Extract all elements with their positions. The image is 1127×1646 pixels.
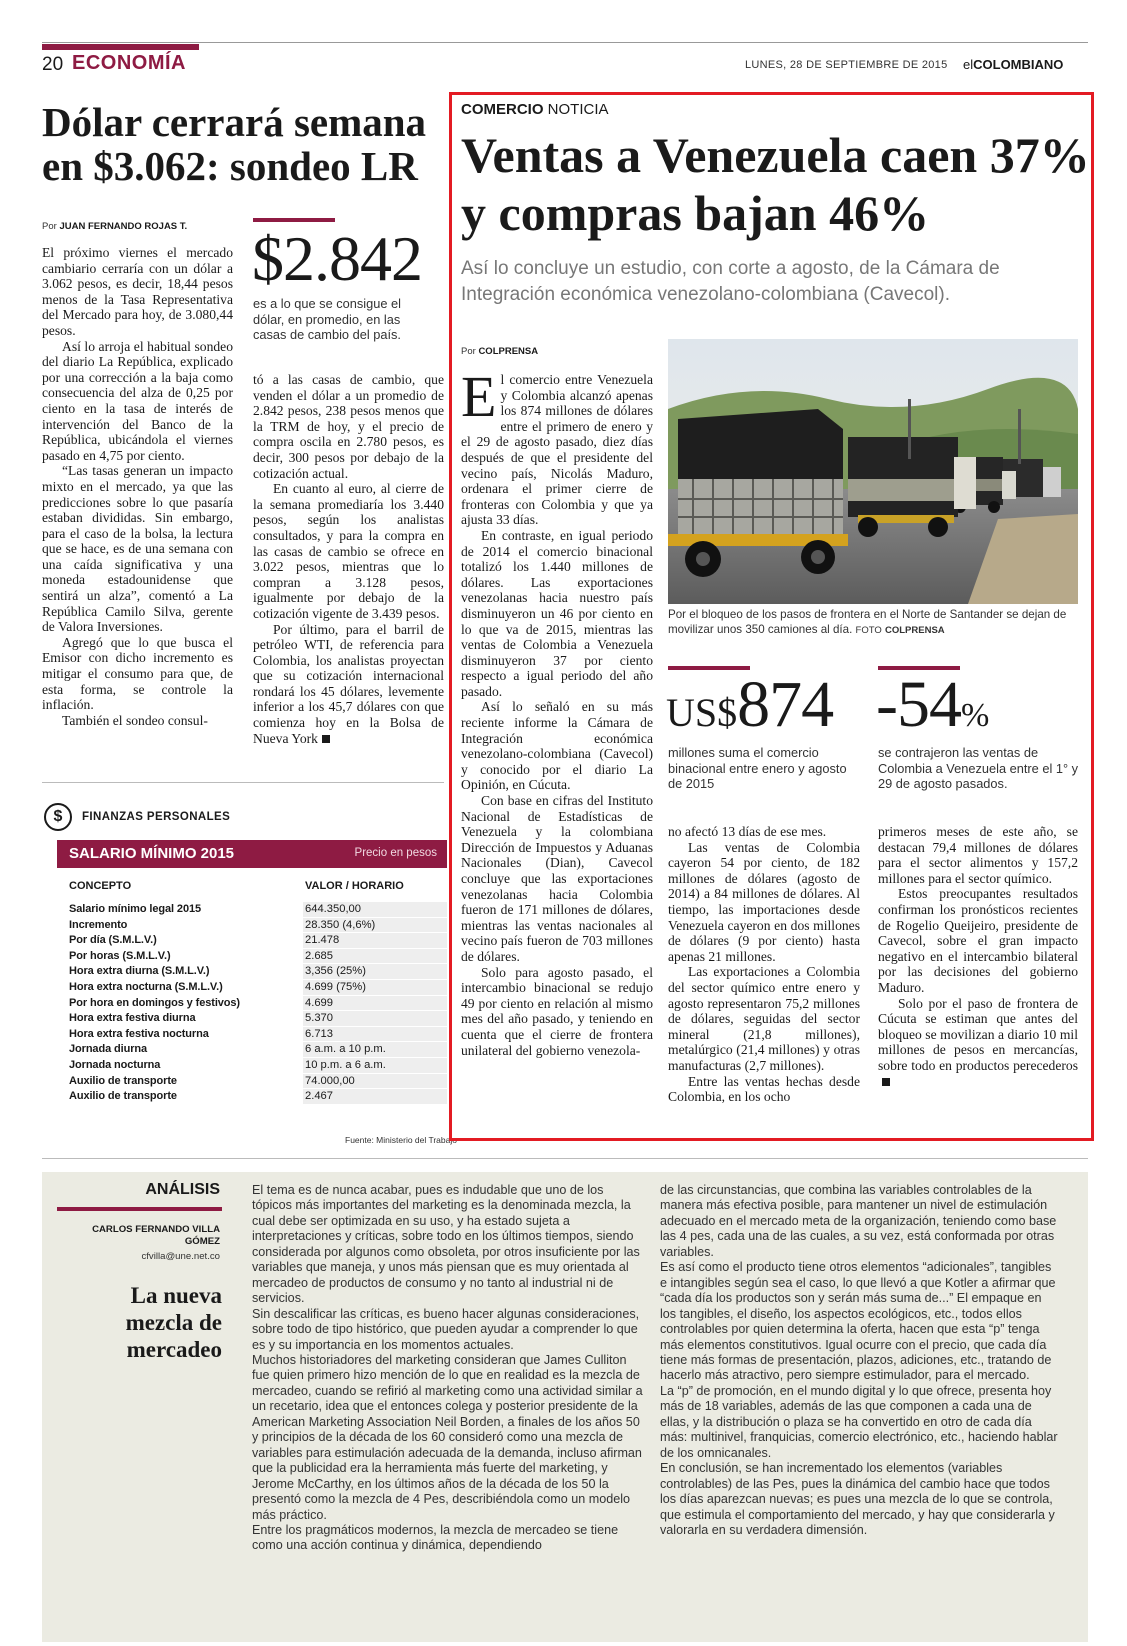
cell-concepto: Salario mínimo legal 2015	[69, 903, 202, 915]
salary-table-header	[57, 840, 447, 868]
section-name: ECONOMÍA	[72, 52, 186, 74]
paragraph: Entre las ventas hechas desde Colombia, en los ocho	[668, 1073, 860, 1105]
stat-accent-bar	[253, 218, 335, 222]
paragraph: Las exportaciones a Colombia del sector químico entre enero y agosto representaron 75,2 millones de dólares, seguidas del sector mineral (21,8 millones), metalúrgico (21,4 millones) y otras manufacturas (2,7 millones).	[668, 964, 860, 1073]
paragraph: Estos preocupantes resultados confirman los pronósticos recientes de Rogelio Queijeiro, presidente de Cavecol, sobre el gran impacto negativo en el intercambio bilateral por las decisiones del gobierno Maduro.	[878, 886, 1078, 995]
featured-story-col3	[878, 824, 1078, 1089]
issue-date: LUNES, 28 DE SEPTIEMBRE DE 2015	[745, 59, 948, 71]
paragraph-text: Por último, para el barril de petróleo WTI, de referencia para Colombia, los analistas proyectan que su cotización internacional rondará los 45 dólares, levemente inferior a los 45,7 dólares con que comienza hoy en la Bolsa de Nueva York	[253, 621, 444, 746]
photo-caption	[668, 607, 1083, 638]
paragraph: Entre los pragmáticos modernos, la mezcla de mercadeo se tiene como una acción continua y dinámica, dependiendo	[252, 1522, 619, 1553]
paragraph: Es así como el producto tiene otros elementos “adicionales”, tangibles e intangibles según sea el caso, lo que llevó a que Kotler a afirmar que “cada día los productos son y serán más suma de...” El empaque en los tangibles, el diseño, los aspectos ecológicos, etc., todos ellos controlables por quien determina la oferta, hacen que esta “p” tenga más elementos constitutivos. Igual ocurre con el precio, que cada día tiene más formas de presentación, plazos, adiciones, etc., tratando de hacerlo más atractivo, pero siempre estimulador, para el mercado.	[660, 1260, 1056, 1383]
table-row	[57, 1042, 447, 1058]
cell-valor: 4.699 (75%)	[303, 980, 447, 996]
stat-dollar-price: $2.842	[252, 223, 422, 294]
cell-valor: 2.685	[303, 949, 447, 965]
cell-concepto: Auxilio de transporte	[69, 1090, 177, 1103]
cell-concepto: Por día (S.M.L.V.)	[69, 934, 157, 947]
photo-credit: COLPRENSA	[885, 625, 945, 636]
cell-valor: 21.478	[303, 933, 447, 949]
story-kicker	[461, 101, 609, 118]
analysis-email: cfvilla@une.net.co	[141, 1251, 220, 1262]
table-row	[57, 949, 447, 965]
cell-valor: 2.467	[303, 1089, 447, 1105]
paragraph: Así lo señaló en su más reciente informe la Cámara de Integración económica venezolano-colombiana (Cavecol) y conocido por el diario La Opinión, en Cúcuta.	[461, 699, 653, 793]
paragraph: “Las tasas generan un impacto mixto en el mercado, ya que las predicciones sobre lo que pasaría estaban divididas. Sin embargo, para el caso de la bolsa, la lectura que se hace, es de una semana con una caída significativa y una moneda estadounidense que sentirá un alza”, comentó a La República Camilo Silva, gerente de Valora Inversiones.	[42, 463, 233, 635]
cell-valor: 4.699	[303, 996, 447, 1012]
left-story-title: Dólar cerrará semana en $3.062: sondeo LR	[42, 99, 427, 189]
cell-concepto: Por horas (S.M.L.V.)	[69, 949, 171, 962]
paragraph: Sin descalificar las críticas, es bueno hacer algunas consideraciones, sobre todo de tipo histórico, que pueden ayudar a comprender lo que es y su importancia en los momentos actuales.	[252, 1306, 640, 1352]
analysis-col1	[252, 1183, 644, 1554]
paragraph: tó a las casas de cambio, que venden el dólar a un promedio de 2.842 pesos, 238 pesos menos que la TRM de hoy, y el precio de compra oscila en 2.780 pesos, es decir, 300 pesos por debajo de la cotización actual.	[253, 372, 444, 481]
paragraph: Agregó que lo que busca el Emisor con dicho incremento es mitigar el consumo para que, de esta forma, se controle la inflación.	[42, 634, 233, 713]
publication-prefix: el	[963, 57, 974, 72]
stat-caption: es a lo que se consigue el dólar, en promedio, en las casas de cambio del país.	[253, 296, 401, 342]
table-row	[57, 918, 447, 934]
caption-text: Por el bloqueo de los pasos de frontera en el Norte de Santander se dejan de movilizar unos 350 camiones al día.	[668, 608, 1067, 636]
paragraph: En conclusión, se han incrementado los elementos (variables controlables) de las Pes, pues la dinámica del cambio hace que todos los días aparezcan nuevas; es pues una mezcla de lo que se controla, que estimula el comportamiento del mercado, y hay que considerarla y valorarla en su verdadera dimensión.	[660, 1461, 1055, 1537]
left-story-byline	[42, 221, 187, 232]
table-row	[57, 1011, 447, 1027]
page-number: 20	[42, 54, 64, 75]
table-row	[57, 1089, 447, 1105]
cell-valor: 3,356 (25%)	[303, 964, 447, 980]
stat-trade-total	[666, 668, 834, 741]
paragraph-text: l comercio entre Venezuela y Colombia alcanzó apenas los 874 millones de dólares entre el primero de enero y el 29 de agosto pasado, diez días después de que el presidente del vecino país, Nicolás Maduro, ordenara el primer cierre de fronteras con Colombia y que ya ajusta 33 días.	[461, 372, 653, 528]
cell-concepto: Incremento	[69, 918, 128, 931]
analysis-col2	[660, 1183, 1060, 1538]
byline-prefix: Por	[42, 221, 57, 232]
finanzas-label: FINANZAS PERSONALES	[82, 811, 231, 823]
trucks-illustration	[668, 339, 1078, 604]
paragraph	[878, 996, 1078, 1090]
salary-table-title: SALARIO MÍNIMO 2015	[69, 845, 235, 862]
paragraph: En cuanto al euro, al cierre de la semana promediaría los 3.440 pesos, según los analistas consultados, y para la compra en las casas de cambio se ofrece en 3.022 pesos, mientras que lo compran a 3.128 pesos, igualmente por debajo de la cotización vigente de 3.439 pesos.	[253, 481, 444, 621]
paragraph-text: Solo por el paso de frontera de Cúcuta se estiman que antes del bloqueo se movilizan a diario 10 mil millones de pesos en mercancías, sobre todo en productos perecederos	[878, 995, 1078, 1073]
cell-concepto: Jornada diurna	[69, 1043, 148, 1056]
kicker-section: COMERCIO	[461, 101, 544, 118]
photo-credit-prefix: FOTO	[855, 625, 882, 636]
paragraph: Muchos historiadores del marketing consideran que James Culliton fue quien primero hizo mención de lo que en realidad es la mezcla de mercadeo, cuando se refirió al marketing como una actividad similar a un recetario, idea que el entonces colega y posterior presidente de la American Marketing Association Neil Borden, a finales de los años 50 y principios de la década de los 60 consideró como una mezcla de variables para estimulación adecuada de la demanda, incluso afirman que la publicidad era la herramienta más fuerte del marketing, y Jerome McCarthy, en los últimos años de la década de los 50 la presentó como la mezcla de 4 Pes, describiéndola como un modelo más práctico.	[252, 1352, 643, 1522]
table-row	[57, 933, 447, 949]
paragraph: Solo para agosto pasado, el intercambio binacional se redujo 49 por ciento en relación al mismo mes del año pasado, y teniendo en cuenta que el cierre de frontera unilateral del gobierno venezola-	[461, 964, 653, 1058]
cell-concepto: Hora extra festiva diurna	[69, 1012, 196, 1025]
stat2-caption: se contrajeron las ventas de Colombia a Venezuela entre el 1° y 29 de agosto pasados.	[878, 745, 1079, 791]
paragraph: Con base en cifras del Instituto Nacional de Estadísticas de Venezuela y la colombiana Dirección de Impuestos y Aduanas Nacionales (Dian), Cavecol concluye que las exportaciones venezolanas hacia Colombia fueron de 171 millones de dólares, mientras las ventas nacionales al vecino país fueron de 703 millones de dólares.	[461, 793, 653, 964]
cell-valor: 6.713	[303, 1027, 447, 1043]
analysis-label: ANÁLISIS	[145, 1181, 220, 1198]
divider	[42, 1158, 1088, 1159]
paragraph: de las circunstancias, que combina las variables controlables de la manera más efectiva posible, para mantener un nivel de estimulación adecuado en el mercado meta de la organización, teniendo como base las 4 pes, cada una de las cuales, a su vez, está conformada por otras variables.	[660, 1183, 1057, 1259]
table-row	[57, 964, 447, 980]
salary-table	[57, 868, 447, 1105]
featured-story-byline	[461, 346, 538, 357]
dollar-circle-icon: $	[44, 803, 72, 831]
column-header-valor: VALOR / HORARIO	[305, 880, 404, 892]
stat2-value: -54	[876, 668, 961, 741]
top-rule	[42, 42, 1088, 43]
paragraph: La “p” de promoción, en el mundo digital y lo que ofrece, presenta hoy más de 18 variables, además de las que componen a cada una de ellas, y la distribución o plaza se ha convertido en otro de cada día más: multinivel, franquicias, comercio electrónico, etc., haciendo hablar de los omnicanales.	[660, 1383, 1058, 1460]
cell-concepto: Hora extra nocturna (S.M.L.V.)	[69, 980, 223, 993]
paragraph: no afectó 13 días de ese mes.	[668, 824, 827, 839]
divider	[42, 782, 444, 783]
end-mark-icon	[882, 1078, 890, 1086]
stat-sales-drop	[876, 668, 990, 741]
paragraph: Así lo arroja el habitual sondeo del diario La República, explicado por una corrección a la baja como consecuencia del alza de 0,25 por ciento en la tasa de interés de intervención del Banco de la República, ubicándola el viernes pasado en 4,75 por ciento.	[42, 338, 233, 463]
table-row	[57, 1058, 447, 1074]
left-story-col2	[253, 372, 444, 746]
drop-cap: E	[461, 364, 497, 429]
column-header-concepto: CONCEPTO	[69, 880, 132, 892]
paragraph: primeros meses de este año, se destacan 79,4 millones de dólares para el sector alimentos y 157,2 millones para el sector químico.	[878, 824, 1078, 886]
cell-valor: 5.370	[303, 1011, 447, 1027]
end-mark-icon	[322, 735, 330, 743]
table-row	[57, 902, 447, 918]
analysis-accent-bar	[57, 1207, 222, 1211]
paragraph: También el sondeo consul-	[62, 712, 208, 728]
salary-table-subtitle: Precio en pesos	[354, 847, 437, 859]
paragraph: El tema es de nunca acabar, pues es indudable que uno de los tópicos más importantes del marketing es la denominada mezcla, la cual debe ser optimizada en su uso, y ha estado sujeta a interpretaciones y críticas, sobre todo en los últimos tiempos, siendo considerada por algunos como obsoleta, por otros insuficiente por las variables que maneja, y unos más piensan que es muy orientada al mercadeo de productos de consumo y no tanto al industrial ni de servicios.	[252, 1183, 640, 1306]
cell-concepto: Por hora en domingos y festivos)	[69, 996, 240, 1009]
cell-valor: 28.350 (4,6%)	[303, 918, 447, 934]
paragraph: Las ventas de Colombia cayeron 54 por ciento, de 182 millones de dólares (agosto de 2014) a 84 millones de dólares. Al tiempo, las importaciones desde Venezuela cayeron en dos millones de dólares (9 por ciento) hasta apenas 21 millones.	[668, 839, 860, 964]
stat2-unit: %	[960, 697, 990, 734]
table-row	[57, 1027, 447, 1043]
cell-concepto: Jornada nocturna	[69, 1058, 161, 1071]
byline-name: JUAN FERNANDO ROJAS T.	[59, 221, 188, 232]
table-column-headers	[57, 868, 447, 902]
featured-story-col2	[668, 824, 860, 1105]
paragraph	[461, 364, 653, 528]
stat1-value: 874	[737, 668, 834, 741]
publication-name	[963, 57, 1063, 72]
cell-valor: 10 p.m. a 6 a.m.	[303, 1058, 447, 1074]
section-accent-bar	[42, 44, 199, 50]
cell-valor: 6 a.m. a 10 p.m.	[303, 1042, 447, 1058]
trucks-photo	[668, 339, 1078, 604]
featured-story-title: Ventas a Venezuela caen 37% y compras bajan 46%	[461, 127, 1090, 241]
cell-valor: 644.350,00	[303, 902, 447, 918]
byline-name: COLPRENSA	[478, 346, 539, 357]
analysis-title: La nueva mezcla de mercadeo	[125, 1283, 222, 1362]
cell-concepto: Auxilio de transporte	[69, 1074, 177, 1087]
byline-prefix: Por	[461, 346, 476, 357]
stat1-caption: millones suma el comercio binacional entre enero y agosto de 2015	[668, 745, 847, 791]
paragraph	[253, 622, 444, 747]
table-row	[57, 980, 447, 996]
paragraph: En contraste, en igual periodo de 2014 el comercio binacional totalizó los 1.440 millones de dólares. Las exportaciones venezolanas hacia nuestro país disminuyeron un 46 por ciento en lo que va de 2015, mientras las ventas de Colombia a Venezuela disminuyeron 37 por ciento respecto a igual periodo del año pasado.	[461, 527, 653, 699]
cell-valor: 74.000,00	[303, 1074, 447, 1090]
table-row	[57, 1074, 447, 1090]
publication-title: COLOMBIANO	[973, 57, 1064, 72]
analysis-author: CARLOS FERNANDO VILLA GÓMEZ	[92, 1224, 220, 1247]
table-row	[57, 996, 447, 1012]
stat1-prefix: US$	[666, 690, 738, 735]
left-story-col1	[42, 245, 233, 728]
featured-story-col1	[461, 364, 653, 1058]
featured-story-dek: Así lo concluye un estudio, con corte a agosto, de la Cámara de Integración económica venezolano-colombiana (Cavecol).	[461, 258, 1000, 305]
cell-concepto: Hora extra diurna (S.M.L.V.)	[69, 965, 210, 978]
kicker-type: NOTICIA	[547, 101, 609, 118]
table-source: Fuente: Ministerio del Trabajo	[345, 1135, 457, 1145]
cell-concepto: Hora extra festiva nocturna	[69, 1027, 209, 1040]
paragraph: El próximo viernes el mercado cambiario cerraría con un dólar a 3.062 pesos, es decir, 18,44 pesos menos de la Tasa Representativa del Mercado para hoy, de 3.080,44 pesos.	[42, 245, 233, 338]
